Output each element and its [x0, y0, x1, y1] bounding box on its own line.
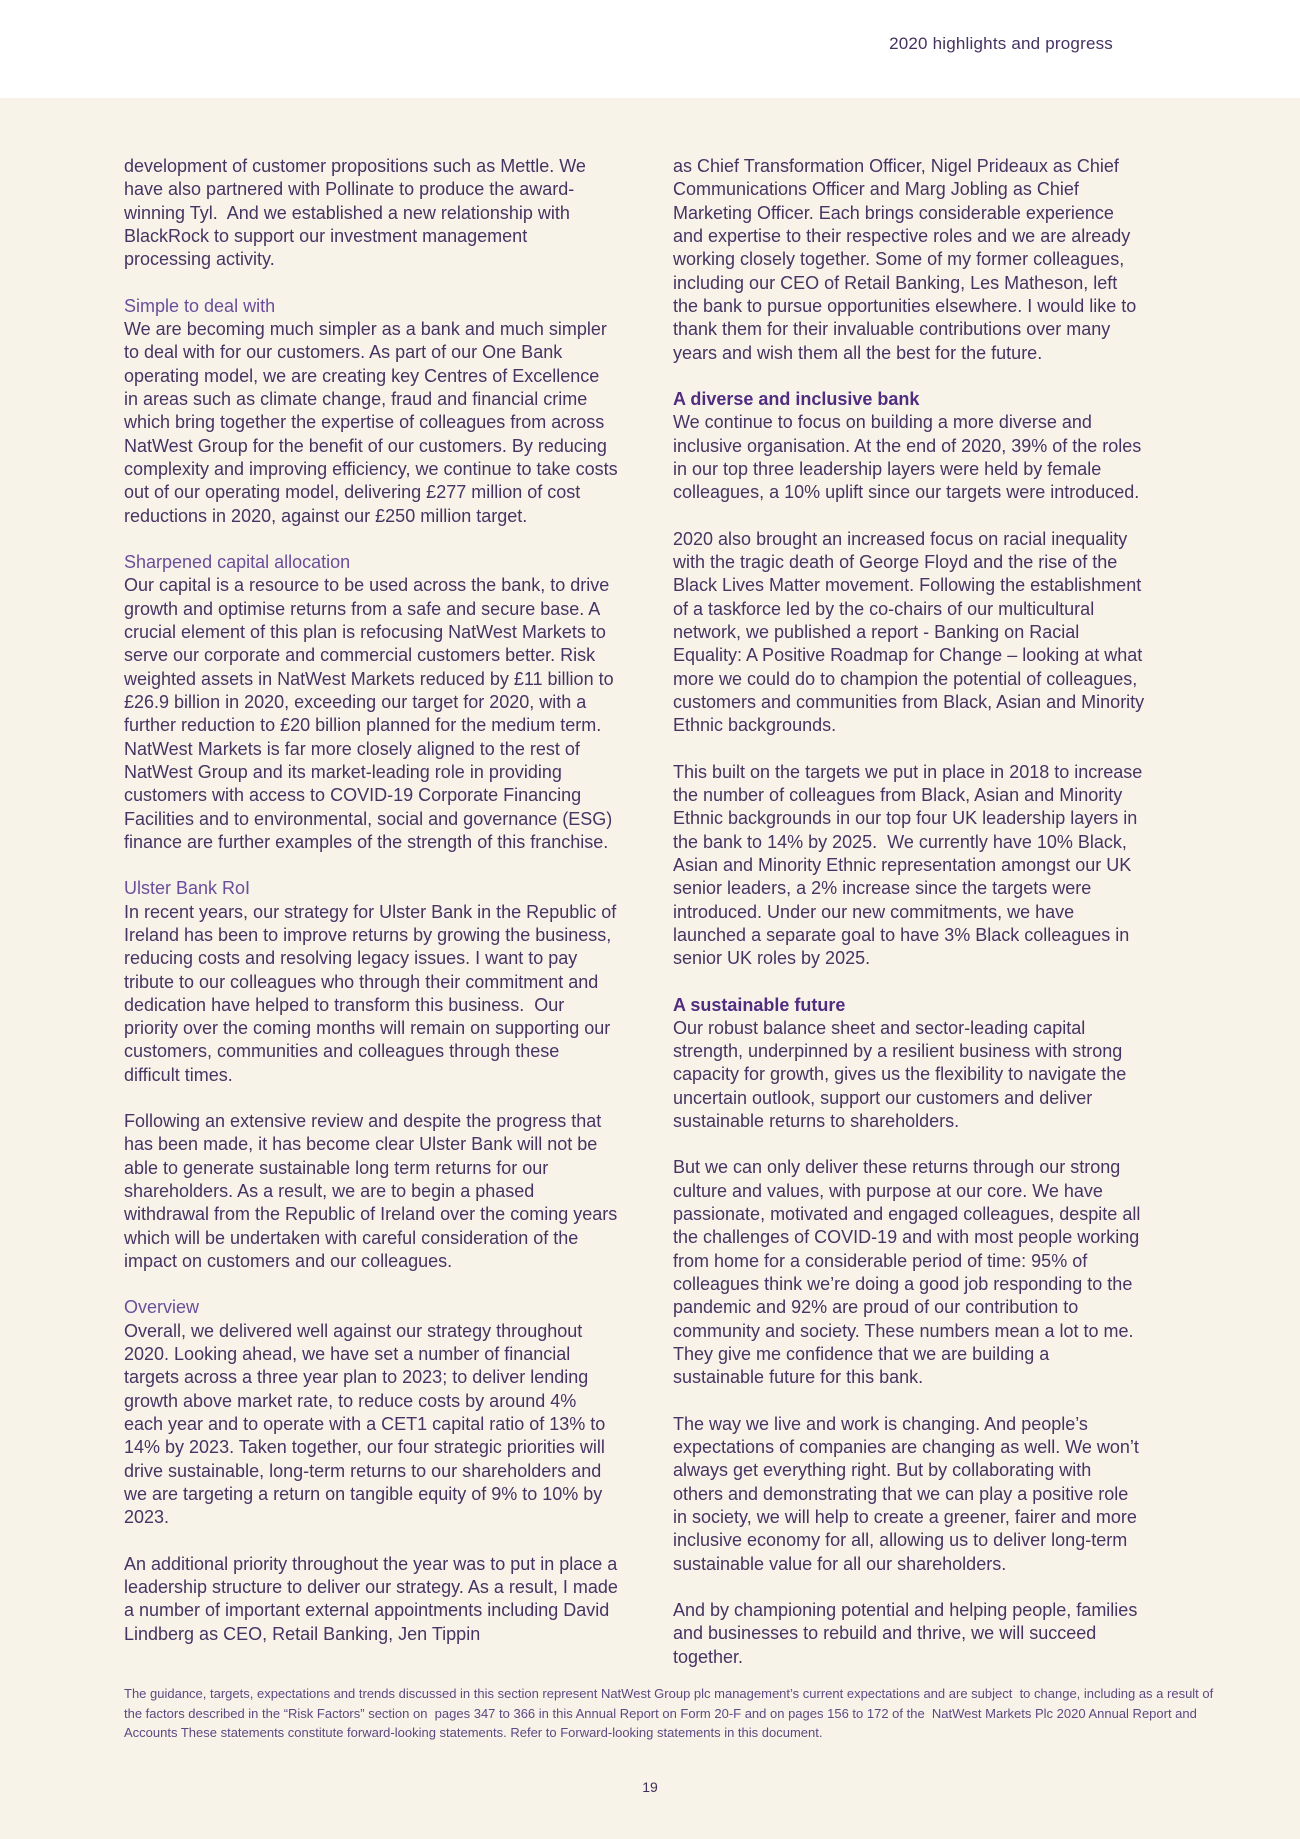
body-paragraph: as Chief Transformation Officer, Nigel Prideaux as Chief Communications Officer and Marg Jobling as Chief Marketing Officer. Each brings considerable experience and expertise to their respective roles and we are already working closely together. Some of my former colleagues, including our CEO of Retail Banking, Les Matheson, left the bank to pursue opportunities elsewhere. I would like to thank them for their invaluable contributions over many years and wish them all the best for the future. [673, 156, 1142, 363]
right-column [673, 155, 1150, 1669]
two-column-text [124, 155, 1300, 1669]
body-paragraph: An additional priority throughout the year was to put in place a leadership structure to deliver our strategy. As a result, I made a number of important external appointments including David Lindberg as CEO, Retail Banking, Jen Tippin [124, 1553, 623, 1644]
page-header [0, 0, 1300, 98]
section-heading: Overview [124, 1297, 200, 1318]
section-heading: Simple to deal with [124, 295, 276, 316]
left-column [124, 155, 623, 1669]
forward-looking-statements-footnote: The guidance, targets, expectations and trends discussed in this section represent NatWest Group plc management’s current expectations and are subject to change, including as a result of the factors described in the “Risk Factors” section on pages 347 to 366 in this Annual Report on Form 20-F and on pages 156 to 172 of the NatWest Markets Plc 2020 Annual Report and Accounts These statements constitute forward-looking statements. Refer to Forward-looking statements in this document. [124, 1686, 1217, 1740]
body-paragraph: We continue to focus on building a more diverse and inclusive organisation. At the end of 2020, 39% of the roles in our top three leadership layers were held by female colleagues, a 10% uplift since our targets were introduced. [673, 412, 1147, 503]
running-header-title: 2020 highlights and progress [889, 34, 1113, 53]
body-paragraph: Our robust balance sheet and sector-leading capital strength, underpinned by a resilient business with strong capacity for growth, gives us the flexibility to navigate the uncertain outlook, support our customers and deliver sustainable returns to shareholders. [673, 1017, 1132, 1132]
page-body [0, 98, 1300, 1839]
body-paragraph: 2020 also brought an increased focus on racial inequality with the tragic death of George Floyd and the rise of the Black Lives Matter movement. Following the establishment of a taskforce led by the co-chairs of our multicultural network, we published a report - Banking on Racial Equality: A Positive Roadmap for Change – looking at what more we could do to champion the potential of colleagues, customers and communities from Black, Asian and Minority Ethnic backgrounds. [673, 528, 1150, 736]
page-number: 19 [642, 1778, 658, 1795]
section-heading: Ulster Bank RoI [124, 878, 251, 899]
body-paragraph: In recent years, our strategy for Ulster Bank in the Republic of Ireland has been to improve returns by growing the business, reducing costs and resolving legacy issues. I want to pay tribute to our colleagues who through their commitment and dedication have helped to transform this business. Our priority over the coming months will remain on supporting our customers, communities and colleagues through these difficult times. [124, 901, 622, 1085]
body-paragraph: Following an extensive review and despite the progress that has been made, it has become clear Ulster Bank will not be able to generate sustainable long term returns for our shareholders. As a result, we are to begin a phased withdrawal from the Republic of Ireland over the coming years which will be undertaken with careful consideration of the impact on customers and our colleagues. [124, 1111, 623, 1272]
body-paragraph: The way we live and work is changing. And people’s expectations of companies are changing as well. We won’t always get everything right. But by collaborating with others and demonstrating that we can play a positive role in society, we will help to create a greener, fairer and more inclusive economy for all, allowing us to deliver long-term sustainable value for all our shareholders. [673, 1413, 1144, 1574]
body-paragraph: This built on the targets we put in place in 2018 to increase the number of colleagues from Black, Asian and Minority Ethnic backgrounds in our top four UK leadership layers in the bank to 14% by 2025. We currently have 10% Black, Asian and Minority Ethnic representation amongst our UK senior leaders, a 2% increase since the targets were introduced. Under our new commitments, we have launched a separate goal to have 3% Black colleagues in senior UK roles by 2025. [673, 761, 1148, 969]
body-paragraph: Our capital is a resource to be used across the bank, to drive growth and optimise returns from a safe and secure base. A crucial element of this plan is refocusing NatWest Markets to serve our corporate and commercial customers better. Risk weighted assets in NatWest Markets reduced by £11 billion to £26.9 billion in 2020, exceeding our target for 2020, with a further reduction to £20 billion planned for the medium term. NatWest Markets is far more closely aligned to the rest of NatWest Group and its market-leading role in providing customers with access to COVID-19 Corporate Financing Facilities and to environmental, social and governance (ESG) finance are further examples of the strength of this franchise. [124, 575, 619, 852]
body-paragraph: And by championing potential and helping people, families and businesses to rebuild and thrive, we will succeed together. [673, 1600, 1143, 1667]
section-heading-bold: A diverse and inclusive bank [673, 388, 920, 409]
body-paragraph: But we can only deliver these returns through our strong culture and values, with purpose at our core. We have passionate, motivated and engaged colleagues, despite all the challenges of COVID-19 and with most people working from home for a considerable period of time: 95% of colleagues think we’re doing a good job responding to the pandemic and 92% are proud of our contribution to community and society. These numbers mean a lot to me. They give me confidence that we are building a sustainable future for this bank. [673, 1157, 1146, 1388]
section-heading-bold: A sustainable future [673, 994, 846, 1015]
section-heading: Sharpened capital allocation [124, 551, 351, 572]
body-paragraph: development of customer propositions such as Mettle. We have also partnered with Pollinate to produce the award-winning Tyl. And we established a new relationship with BlackRock to support our investment management processing activity. [124, 156, 591, 270]
body-paragraph: Overall, we delivered well against our strategy throughout 2020. Looking ahead, we have set a number of financial targets across a three year plan to 2023; to deliver lending growth above market rate, to reduce costs by around 4% each year and to operate with a CET1 capital ratio of 13% to 14% by 2023. Taken together, our four strategic priorities will drive sustainable, long-term returns to our shareholders and we are targeting a return on tangible equity of 9% to 10% by 2023. [124, 1320, 611, 1528]
body-paragraph: We are becoming much simpler as a bank and much simpler to deal with for our customers. As part of our One Bank operating model, we are creating key Centres of Excellence in areas such as climate change, fraud and financial crime which bring together the expertise of colleagues from across NatWest Group for the benefit of our customers. By reducing complexity and improving efficiency, we continue to take costs out of our operating model, delivering £277 million of cost reductions in 2020, against our £250 million target. [124, 318, 623, 526]
